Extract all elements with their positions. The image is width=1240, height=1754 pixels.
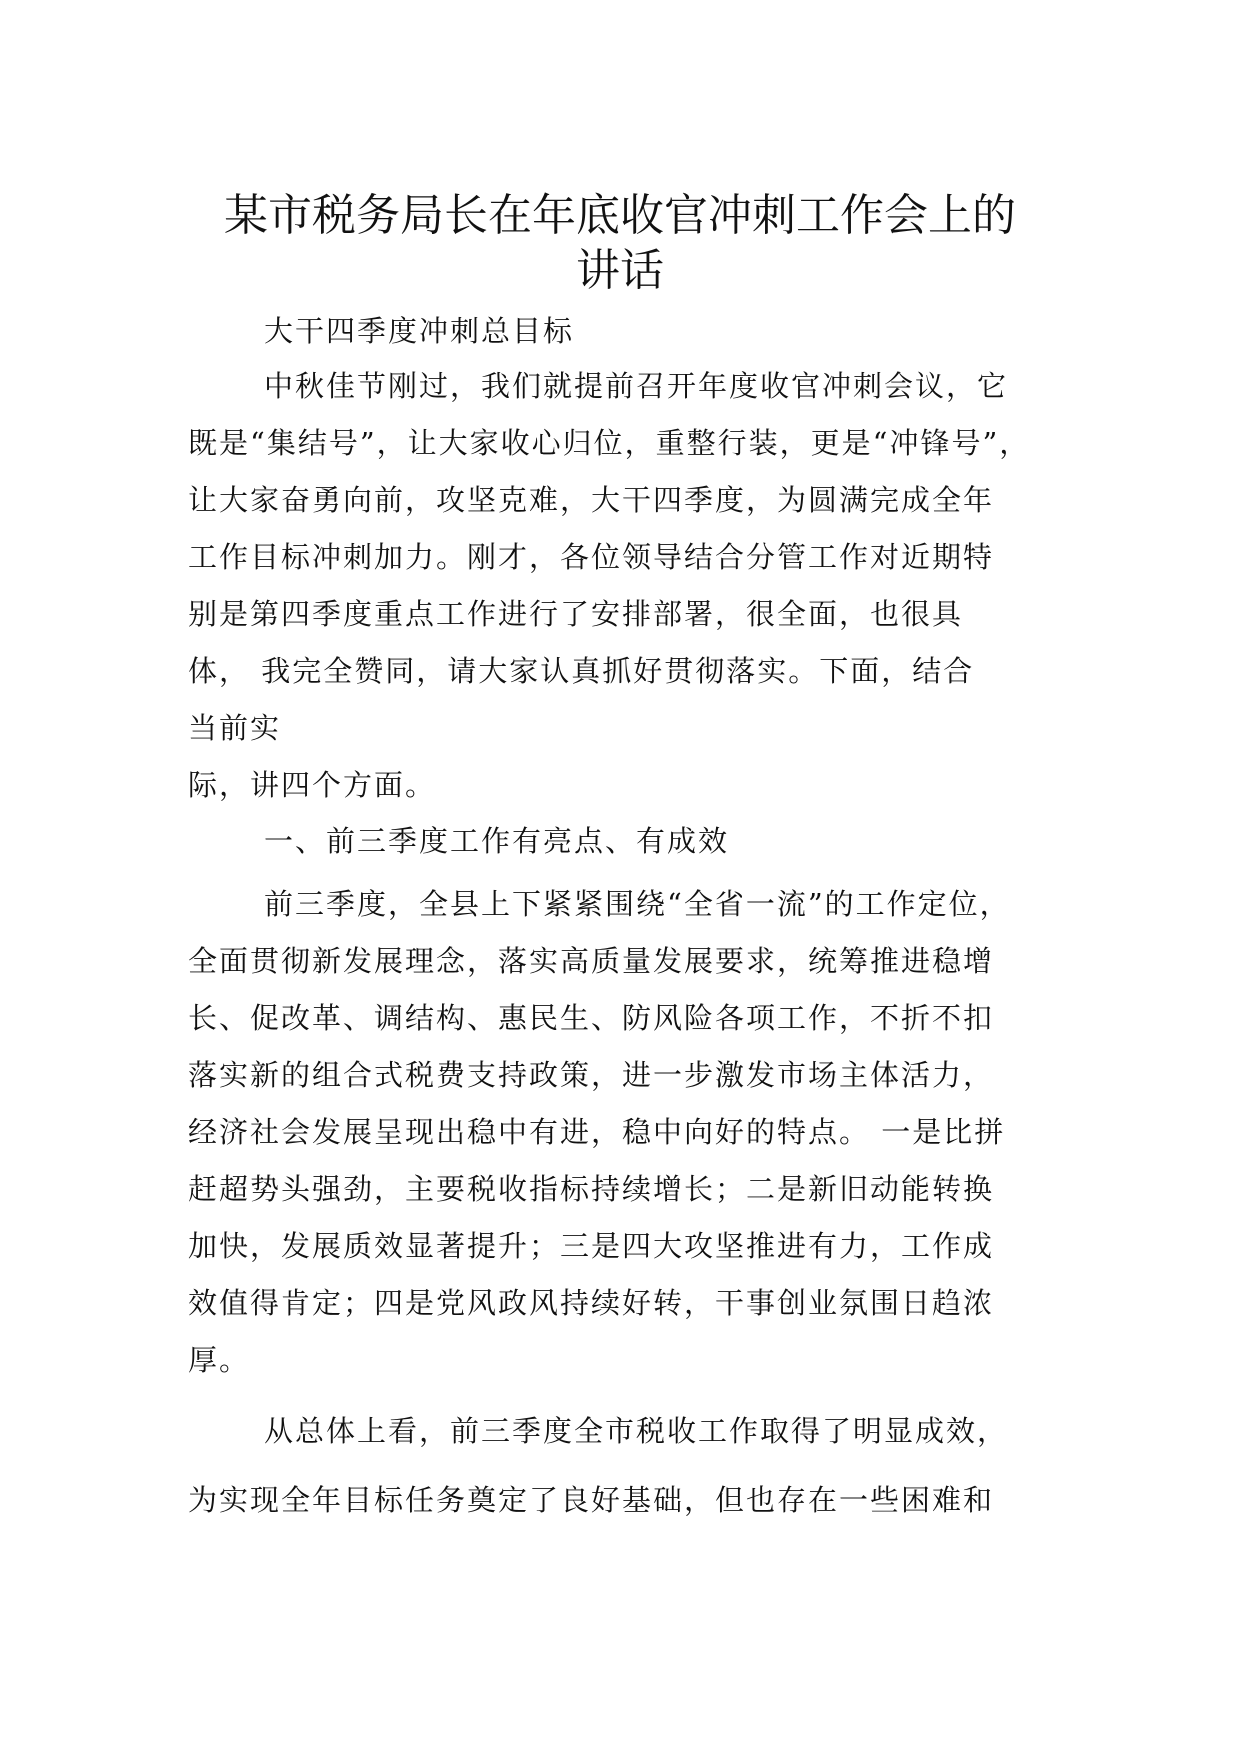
paragraph-line: 经济社会发展呈现出稳中有进，稳中向好的特点。 一是比拼: [188, 1115, 1006, 1149]
paragraph-line: 赶超势头强劲，主要税收指标持续增长；二是新旧动能转换: [188, 1172, 995, 1206]
paragraph-3: [188, 1397, 1068, 1535]
paragraph-1: [188, 358, 1068, 814]
paragraph-line: 加快，发展质效显著提升；三是四大攻坚推进有力，工作成: [188, 1229, 995, 1263]
paragraph-line: 厚。: [188, 1343, 251, 1377]
paragraph-line: 既是“集结号”，让大家收心归位，重整行装，更是“冲锋号”，: [188, 426, 1031, 460]
paragraph-line: 让大家奋勇向前，攻坚克难，大干四季度，为圆满完成全年: [188, 483, 995, 517]
paragraph-line: 工作目标冲刺加力。刚才，各位领导结合分管工作对近期特: [188, 540, 995, 574]
document-title: [150, 188, 1090, 298]
paragraph-line: 落实新的组合式税费支持政策，进一步激发市场主体活力，: [188, 1058, 995, 1092]
subtitle-block: [188, 303, 1068, 360]
title-line-2: 讲话: [576, 245, 664, 296]
section-heading-block: [188, 813, 1068, 870]
paragraph-2: [188, 876, 1068, 1389]
paragraph-line: 别是第四季度重点工作进行了安排部署，很全面，也很具: [188, 597, 964, 631]
title-line-1: 某市税务局长在年底收官冲刺工作会上的: [224, 190, 1016, 241]
paragraph-line: 为实现全年目标任务奠定了良好基础，但也存在一些困难和: [188, 1483, 995, 1517]
paragraph-line: 体， 我完全赞同，请大家认真抓好贯彻落实。下面，结合: [188, 654, 975, 688]
paragraph-line: 效值得肯定；四是党风政风持续好转，干事创业氛围日趋浓: [188, 1286, 995, 1320]
paragraph-line: 长、促改革、调结构、惠民生、防风险各项工作，不折不扣: [188, 1001, 995, 1035]
paragraph-line: 中秋佳节刚过，我们就提前召开年度收官冲刺会议，它: [264, 369, 1009, 403]
paragraph-line: 前三季度，全县上下紧紧围绕“全省一流”的工作定位，: [264, 887, 1011, 921]
paragraph-line: 际，讲四个方面。: [188, 768, 437, 802]
section-heading: 一、前三季度工作有亮点、有成效: [264, 824, 730, 858]
paragraph-line: 从总体上看，前三季度全市税收工作取得了明显成效，: [264, 1414, 1009, 1448]
subtitle: 大干四季度冲刺总目标: [264, 314, 575, 348]
paragraph-line: 当前实: [188, 711, 282, 745]
paragraph-line: 全面贯彻新发展理念，落实高质量发展要求，统筹推进稳增: [188, 944, 995, 978]
